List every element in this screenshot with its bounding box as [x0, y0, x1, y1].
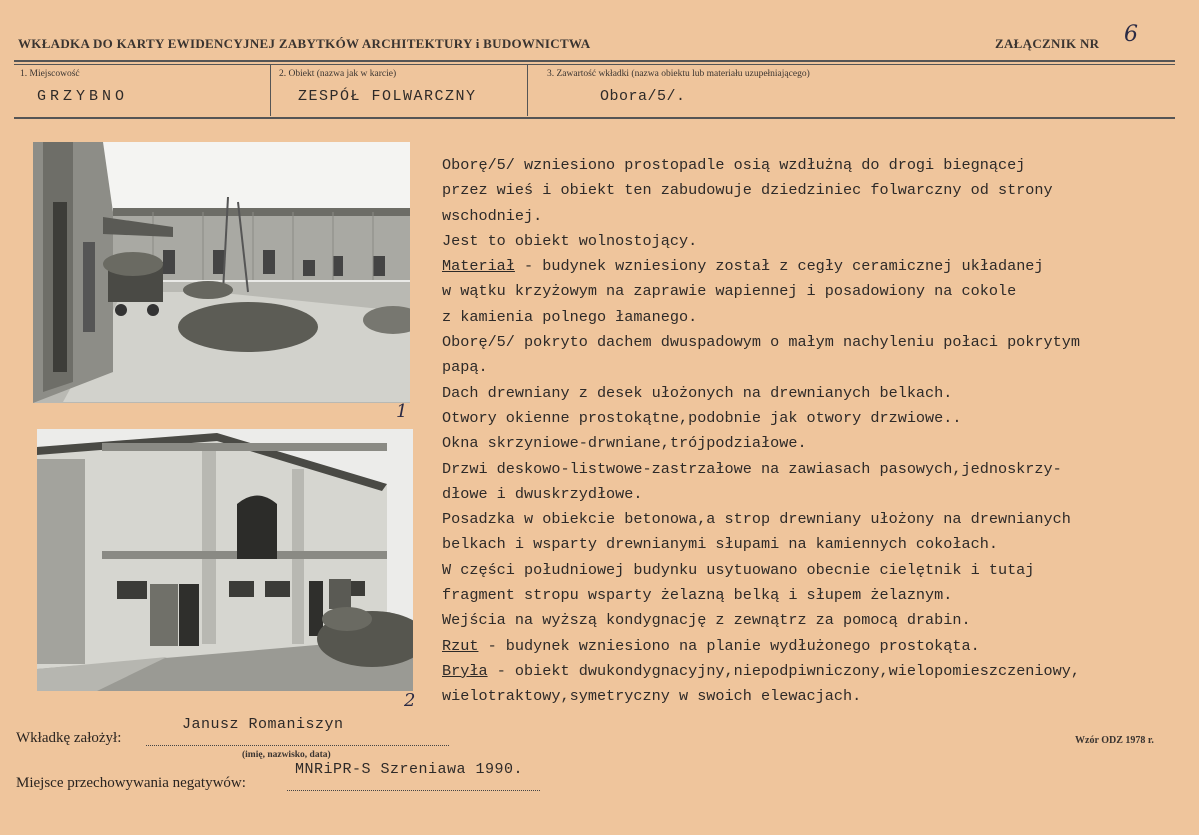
content-label: 3. Zawartość wkładki (nazwa obiektu lub materiału uzupełniającego) [547, 69, 810, 79]
object-value: ZESPÓŁ FOLWARCZNY [298, 88, 477, 105]
description-line [442, 608, 1177, 633]
author-value: Janusz Romaniszyn [182, 716, 344, 733]
description-text: - budynek wzniesiony został z cegły ceramicznej układanej [514, 257, 1044, 276]
description-text: Oborę/5/ wzniesiono prostopadle osią wzdłużną do drogi biegnącej [442, 156, 1026, 174]
description-text: Otwory okienne prostokątne,podobnie jak otwory drzwiowe.. [442, 408, 962, 427]
description-line [442, 279, 1177, 304]
description-text: wielotraktowy,symetryczny w swoich elewacjach. [442, 687, 862, 706]
description-text: przez wieś i obiekt ten zabudowuje dziedziniec folwarczny od strony [442, 181, 1053, 200]
storage-dotted-line [287, 790, 540, 791]
description-text: wschodniej. [442, 206, 543, 225]
description-text: Dach drewniany z desek ułożonych na drewnianych belkach. [442, 383, 953, 402]
locality-label: 1. Miejscowość [20, 69, 80, 79]
description-line [442, 532, 1177, 557]
author-dotted-line [146, 745, 449, 746]
photo-1-number: 1 [396, 401, 408, 422]
description-line [442, 204, 1177, 229]
description-text: dłowe i dwuskrzydłowe. [442, 484, 643, 503]
description-text: Posadzka w obiekcie betonowa,a strop drewniany ułożony na drewnianych [442, 510, 1071, 529]
description-text: fragment stropu wsparty żelazną belką i słupem żelaznym. [442, 586, 953, 605]
annex-number: 6 [1124, 22, 1138, 47]
storage-value: MNRiPR-S Szreniawa 1990. [295, 761, 524, 778]
description-text: papą. [442, 358, 488, 377]
description-line [442, 684, 1177, 709]
object-label: 2. Obiekt (nazwa jak w karcie) [279, 69, 397, 79]
description-line [442, 254, 1177, 279]
description-text: belkach i wsparty drewnianymi słupami na kamiennych cokołach. [442, 535, 998, 554]
description-text: W części południowej budynku usytuowano obecnie cielętnik i tutaj [442, 560, 1035, 579]
description-line [442, 178, 1177, 203]
section-heading: Bryła [442, 661, 488, 680]
header-rule-thin [14, 64, 1175, 65]
description-line [442, 229, 1177, 254]
storage-label: Miejsce przechowywania negatywów: [16, 775, 246, 791]
header-rule [14, 60, 1175, 62]
description-line [442, 153, 1177, 178]
description-block [442, 153, 1177, 710]
author-hint: (imię, nazwisko, data) [242, 750, 331, 760]
form-title: WKŁADKA DO KARTY EWIDENCYJNEJ ZABYTKÓW ARCHITEKTURY i BUDOWNICTWA [18, 36, 591, 51]
annex-label: ZAŁĄCZNIK NR [995, 36, 1100, 51]
description-line [442, 305, 1177, 330]
description-text: Wejścia na wyższą kondygnację z zewnątrz za pomocą drabin. [442, 611, 971, 630]
field-divider-2 [527, 64, 528, 116]
description-line [442, 583, 1177, 608]
description-line [442, 431, 1177, 456]
photo-cowshed [37, 429, 413, 691]
description-line [442, 355, 1177, 380]
description-text: w wątku krzyżowym na zaprawie wapiennej i posadowiony na cokole [442, 282, 1017, 301]
description-line [442, 659, 1177, 684]
description-text: Okna skrzyniowe-drwniane,trójpodziałowe. [442, 434, 807, 453]
description-line [442, 634, 1177, 659]
locality-value: GRZYBNO [37, 88, 129, 105]
description-line [442, 558, 1177, 583]
fields-rule [14, 117, 1175, 119]
description-text: Oborę/5/ pokryto dachem dwuspadowym o małym nachyleniu połaci pokrytym [442, 333, 1080, 352]
description-text: Jest to obiekt wolnostojący. [442, 231, 698, 250]
description-line [442, 457, 1177, 482]
description-line [442, 330, 1177, 355]
description-text: - budynek wzniesiono na planie wydłużonego prostokąta. [478, 636, 980, 655]
content-value: Obora/5/. [600, 88, 686, 105]
author-label: Wkładkę założył: [16, 730, 122, 746]
section-heading: Rzut [442, 636, 479, 655]
form-code: Wzór ODZ 1978 r. [1075, 735, 1154, 746]
description-text: Drzwi deskowo-listwowe-zastrzałowe na zawiasach pasowych,jednoskrzy- [442, 459, 1062, 478]
description-text: - obiekt dwukondygnacyjny,niepodpiwniczony,wielopomieszczeniowy, [487, 661, 1080, 680]
photo-farmyard [33, 142, 410, 403]
description-text: z kamienia polnego łamanego. [442, 307, 698, 326]
section-heading: Materiał [442, 257, 515, 276]
description-line [442, 507, 1177, 532]
photo-2-number: 2 [404, 690, 416, 711]
description-line [442, 406, 1177, 431]
field-divider-1 [270, 64, 271, 116]
description-line [442, 381, 1177, 406]
description-line [442, 482, 1177, 507]
